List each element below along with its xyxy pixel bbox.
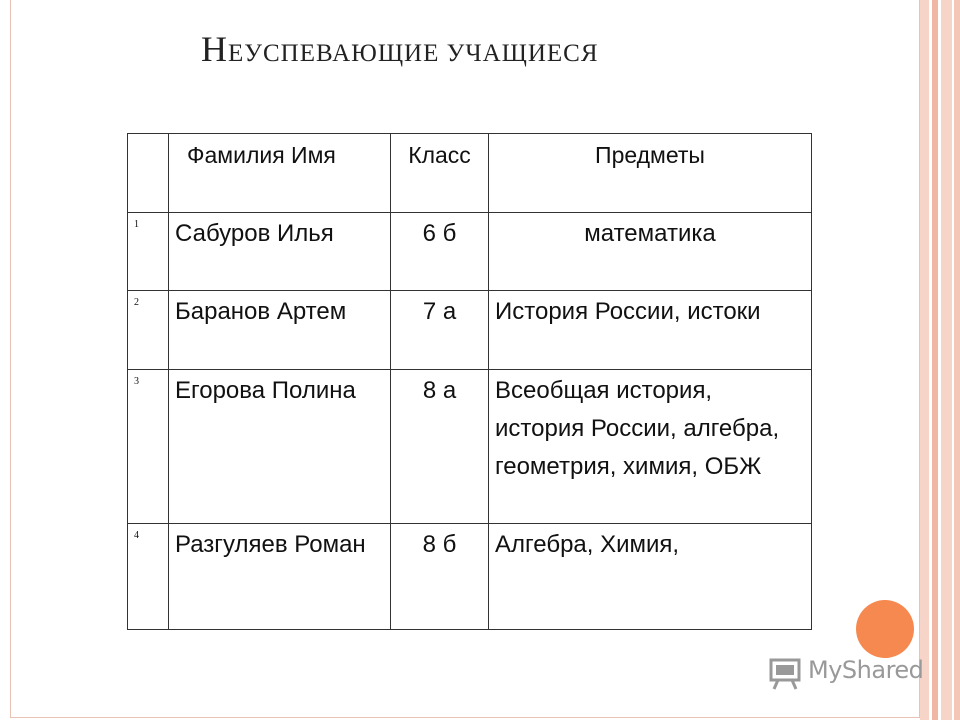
row-number: 1: [128, 213, 169, 291]
row-number: 3: [128, 370, 169, 524]
student-subjects: Алгебра, Химия,: [489, 524, 812, 630]
table-row: [128, 213, 812, 291]
header-name: Фамилия Имя: [169, 134, 391, 213]
student-name: Разгуляев Роман: [169, 524, 391, 630]
presentation-board-icon: [768, 657, 802, 691]
student-subjects: История России, истоки: [489, 291, 812, 370]
myshared-watermark[interactable]: [768, 654, 928, 694]
student-class: 7 а: [391, 291, 489, 370]
header-subjects: Предметы: [489, 134, 812, 213]
row-number: 2: [128, 291, 169, 370]
table-row: [128, 291, 812, 370]
student-name: Сабуров Илья: [169, 213, 391, 291]
student-name: Баранов Артем: [169, 291, 391, 370]
decorative-stripes: [920, 0, 960, 720]
students-table: [127, 133, 812, 630]
slide-title: [201, 28, 599, 70]
student-subjects: математика: [489, 213, 812, 291]
student-subjects: Всеобщая история, история России, алгебра, геометрия, химия, ОБЖ: [489, 370, 812, 524]
table-row: [128, 524, 812, 630]
header-number: [128, 134, 169, 213]
header-class: Класс: [391, 134, 489, 213]
student-name: Егорова Полина: [169, 370, 391, 524]
table-header-row: [128, 134, 812, 213]
student-class: 8 б: [391, 524, 489, 630]
watermark-text: MyShared: [808, 656, 924, 684]
table-row: [128, 370, 812, 524]
student-class: 6 б: [391, 213, 489, 291]
row-number: 4: [128, 524, 169, 630]
student-class: 8 а: [391, 370, 489, 524]
title-rest: ЕУСПЕВАЮЩИЕ УЧАЩИЕСЯ: [228, 40, 599, 67]
title-first-letter: Н: [201, 29, 228, 69]
decorative-circle: [856, 600, 914, 658]
